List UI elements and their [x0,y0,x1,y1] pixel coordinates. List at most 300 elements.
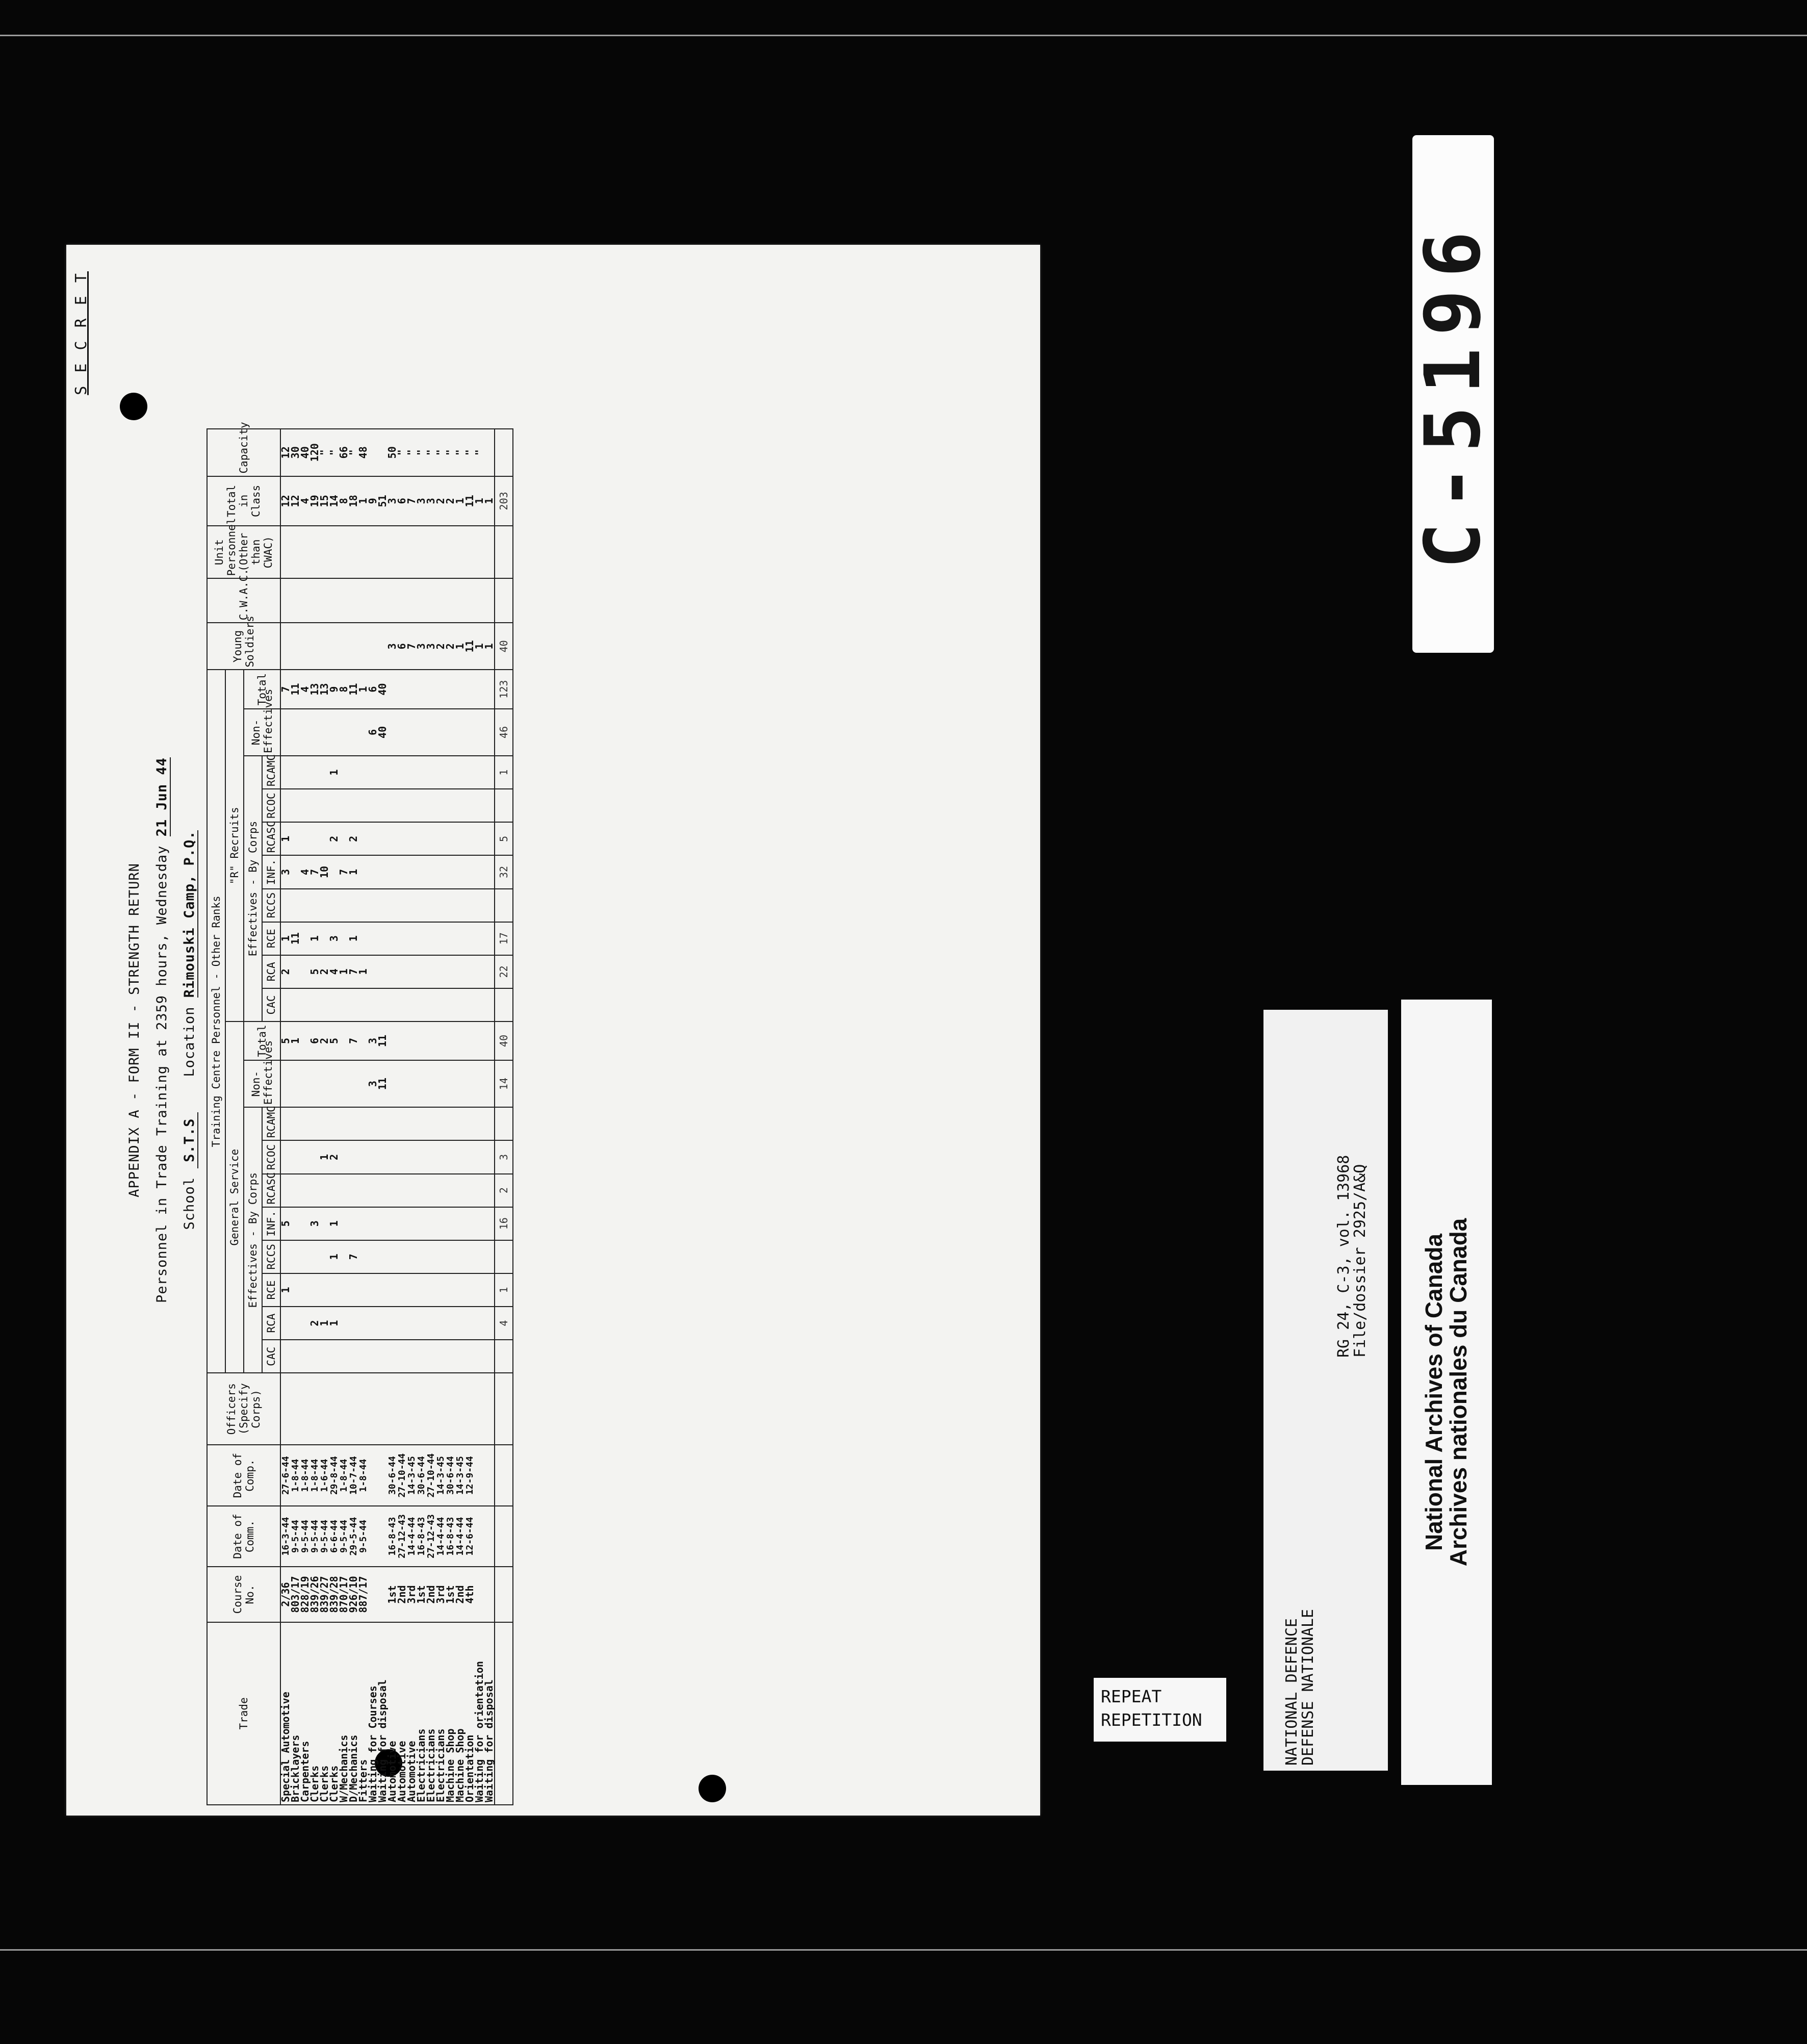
officers-cell [349,1373,358,1445]
r-non-effectives-cell [455,709,465,756]
r-corps-cell [378,889,388,922]
unit-personnel-cell [291,526,300,578]
unit-personnel-cell [388,526,397,578]
r-corps-cell [310,789,320,822]
r-corps-cell [388,922,397,955]
gs-non-effectives-cell [339,1060,349,1107]
young-soldiers-cell [329,623,339,670]
capacity-cell: 50 [388,429,397,476]
archives-label [1401,1000,1492,1785]
gs-corps-cell [475,1207,484,1240]
r-corps-cell [388,988,397,1021]
gs-corps-cell [358,1207,368,1240]
unit-personnel-cell [455,526,465,578]
gs-corps-cell [280,1340,291,1373]
gs-corps-cell [484,1307,495,1340]
trade-cell: Waiting for orientation [475,1622,484,1805]
capacity-cell: " [329,429,339,476]
gs-total-cell: 2 [320,1021,329,1060]
gs-corps-cell: 1 [329,1207,339,1240]
r-corps-cell [291,889,300,922]
gs-corps-cell [475,1140,484,1173]
officers-cell [339,1373,349,1445]
gs-corps-cell [378,1340,388,1373]
gs-corps-cell [417,1207,426,1240]
r-corps-cell: 1 [349,922,358,955]
total-in-class-cell: 19 [310,476,320,526]
r-corps-cell [475,822,484,855]
total-in-class-header: Total in Class [207,476,280,526]
young-soldiers-cell [300,623,310,670]
gs-corps-cell [291,1340,300,1373]
r-corps-cell: 1 [280,922,291,955]
total-in-class-cell: 9 [368,476,378,526]
r-corps-cell [407,889,417,922]
r-corps-cell [446,855,455,888]
officers-cell [320,1373,329,1445]
repeat-text: REPEAT [1101,1687,1162,1706]
r-corps-cell [397,889,407,922]
young-soldiers-cell: 3 [417,623,426,670]
gs-corps-cell [426,1307,436,1340]
gs-corps-cell [329,1273,339,1307]
r-corps-cell: 2 [349,822,358,855]
gs-corps-cell [349,1207,358,1240]
gs-corps-cell [358,1174,368,1207]
gs-total-cell: 3 [368,1021,378,1060]
r-corps-cell: 5 [310,955,320,988]
gs-corps-cell [280,1140,291,1173]
r-corps-cell [310,756,320,789]
date-comp-cell [378,1445,388,1505]
gs-corps-cell [349,1273,358,1307]
table-row [484,429,495,1805]
capacity-cell: 120 [310,429,320,476]
gs-corps-cell [455,1340,465,1373]
gs-corps-cell [397,1207,407,1240]
total-in-class-cell: 1 [475,476,484,526]
gs-corps-cell: 1 [320,1140,329,1173]
date-comm-cell: 14-4-44 [436,1506,446,1567]
r-corps-cell [484,822,495,855]
gs-corps-cell [349,1140,358,1173]
ref-record-group: RG 24, C-3, vol. 13968 [1335,1155,1353,1358]
r-corps-cell [368,789,378,822]
capacity-cell: " [465,429,475,476]
gs-corps-total-cell: 16 [495,1207,513,1240]
r-corps-cell [484,922,495,955]
trade-cell: Bricklayers [291,1622,300,1805]
r-non-effectives-cell [329,709,339,756]
r-non-effectives-cell [280,709,291,756]
cwac-cell [320,578,329,623]
r-corps-cell [426,756,436,789]
gs-corps-cell [397,1273,407,1307]
date-comm-cell: 27-12-43 [426,1506,436,1567]
r-total-cell [475,670,484,708]
date-comp-cell: 27-6-44 [280,1445,291,1505]
trade-cell: Waiting for Courses [368,1622,378,1805]
gs-corps-cell [407,1140,417,1173]
gs-non-effectives-cell [465,1060,475,1107]
young-soldiers-cell: 6 [397,623,407,670]
gs-corps-header-rcoc: RCOC [262,1140,280,1173]
gs-corps-cell [417,1340,426,1373]
course-no-cell: 1st [417,1567,426,1622]
r-corps-cell [465,889,475,922]
r-corps-cell [368,822,378,855]
total-in-class-cell: 7 [407,476,417,526]
gs-corps-cell [388,1340,397,1373]
capacity-cell: 12 [280,429,291,476]
gs-corps-cell [300,1140,310,1173]
officers-cell [484,1373,495,1445]
young-soldiers-cell [320,623,329,670]
r-corps-cell [407,855,417,888]
cwac-cell [291,578,300,623]
r-corps-cell [465,855,475,888]
gs-corps-cell [280,1307,291,1340]
date-comp-cell: 1-8-44 [310,1445,320,1505]
total-in-class-cell: 14 [329,476,339,526]
unit-personnel-cell [436,526,446,578]
total-in-class-total-cell: 203 [495,476,513,526]
officers-cell [397,1373,407,1445]
r-recruits-header: "R" Recruits [225,670,244,1021]
gs-corps-cell [368,1174,378,1207]
gs-non-effectives-cell [455,1060,465,1107]
gs-corps-cell [455,1273,465,1307]
r-corps-cell [465,822,475,855]
gs-corps-cell [329,1107,339,1140]
gs-corps-cell [465,1207,475,1240]
gs-corps-cell [397,1307,407,1340]
gs-corps-cell [378,1307,388,1340]
r-total-cell: 11 [349,670,358,708]
gs-total-cell: 5 [280,1021,291,1060]
cwac-cell [310,578,320,623]
gs-corps-cell [446,1340,455,1373]
r-corps-cell: 1 [280,822,291,855]
gs-total-cell [446,1021,455,1060]
gs-corps-cell [475,1273,484,1307]
gs-total-cell: 6 [310,1021,320,1060]
r-corps-cell [475,855,484,888]
r-corps-cell [455,889,465,922]
gs-corps-cell [426,1107,436,1140]
date-comm-cell [484,1506,495,1567]
gs-corps-total-cell [495,1340,513,1373]
young-soldiers-cell [291,623,300,670]
r-corps-cell [378,822,388,855]
gs-corps-cell [436,1207,446,1240]
r-corps-cell [329,988,339,1021]
r-corps-cell: 1 [358,955,368,988]
gs-corps-cell [407,1340,417,1373]
date-comp-cell: 14-3-45 [407,1445,417,1505]
strength-table [206,422,513,1805]
r-non-effectives-cell [388,709,397,756]
r-corps-cell [388,822,397,855]
officers-cell [358,1373,368,1445]
gs-corps-cell [436,1307,446,1340]
gs-corps-cell [339,1207,349,1240]
r-corps-cell [426,855,436,888]
total-in-class-cell: 11 [465,476,475,526]
r-corps-cell: 1 [339,955,349,988]
r-corps-cell: 3 [280,855,291,888]
officers-cell [465,1373,475,1445]
r-corps-total-cell [495,889,513,922]
gs-corps-cell [426,1140,436,1173]
r-corps-cell [475,789,484,822]
gs-corps-cell [339,1174,349,1207]
gs-corps-cell [426,1340,436,1373]
gs-corps-cell [455,1140,465,1173]
gs-corps-cell [358,1140,368,1173]
ref-defense-nationale: DEFENSE NATIONALE [1299,1608,1317,1766]
r-corps-cell [436,756,446,789]
gs-corps-cell [455,1174,465,1207]
gs-total-cell [388,1021,397,1060]
gs-corps-cell [426,1207,436,1240]
gs-corps-cell [349,1307,358,1340]
r-corps-cell [436,855,446,888]
r-corps-cell [368,955,378,988]
gs-corps-cell [388,1107,397,1140]
r-corps-cell [465,955,475,988]
location-value: Rimouski Camp, P.Q. [182,830,197,998]
gs-corps-cell [436,1174,446,1207]
gs-corps-header-rccs: RCCS [262,1240,280,1273]
r-corps-cell [397,855,407,888]
cwac-cell [484,578,495,623]
cwac-cell [300,578,310,623]
r-corps-header-rce: RCE [262,922,280,955]
unit-personnel-cell [426,526,436,578]
r-corps-cell [358,789,368,822]
date-comm-cell: 14-4-44 [407,1506,417,1567]
r-corps-cell [455,789,465,822]
gs-corps-cell [407,1307,417,1340]
film-edge-bottom [0,1949,1807,1951]
r-corps-header-cac: CAC [262,988,280,1021]
officers-cell [426,1373,436,1445]
gs-corps-cell [388,1140,397,1173]
r-corps-cell [397,789,407,822]
date-comp-cell: 1-8-44 [300,1445,310,1505]
gs-corps-cell [368,1240,378,1273]
r-corps-cell [310,889,320,922]
capacity-cell: 40 [300,429,310,476]
r-total-cell [446,670,455,708]
r-corps-cell [436,789,446,822]
gs-corps-cell [349,1174,358,1207]
capacity-cell: " [349,429,358,476]
r-total-cell: 8 [339,670,349,708]
date-comp-cell: 1-6-44 [320,1445,329,1505]
date-comp-cell [484,1445,495,1505]
gs-corps-cell [339,1340,349,1373]
date-comp-header: Date of Comp. [207,1445,280,1505]
total-in-class-cell: 18 [349,476,358,526]
school-value: S.T.S [182,1112,198,1168]
gs-corps-cell [407,1107,417,1140]
unit-personnel-total-cell [495,526,513,578]
officers-cell [388,1373,397,1445]
gs-corps-cell [388,1207,397,1240]
gs-corps-cell [417,1107,426,1140]
gs-corps-cell [417,1240,426,1273]
r-total-cell [417,670,426,708]
gs-non-effectives-cell [280,1060,291,1107]
r-total-cell: 6 [368,670,378,708]
officers-cell [310,1373,320,1445]
gs-non-effectives-cell: 11 [378,1060,388,1107]
trade-cell: D/Mechanics [349,1622,358,1805]
young-soldiers-cell: 11 [465,623,475,670]
r-non-effectives-cell [475,709,484,756]
date-comp-cell: 27-10-44 [426,1445,436,1505]
trade-cell: Automotive [407,1622,417,1805]
total-in-class-cell: 15 [320,476,329,526]
r-non-effectives-cell [407,709,417,756]
r-corps-cell [349,789,358,822]
gs-corps-cell [397,1174,407,1207]
gs-corps-total-cell: 1 [495,1273,513,1307]
gs-corps-cell [465,1307,475,1340]
gs-corps-header-rcamc: RCAMC [262,1107,280,1140]
course-no-cell [475,1567,484,1622]
unit-personnel-cell [358,526,368,578]
gs-non-effectives-cell [300,1060,310,1107]
r-corps-cell: 3 [329,922,339,955]
r-corps-cell: 1 [329,756,339,789]
date-comp-cell: 1-8-44 [339,1445,349,1505]
r-corps-cell [378,922,388,955]
r-corps-cell [417,756,426,789]
date-comm-cell: 9-5-44 [339,1506,349,1567]
r-total-cell [484,670,495,708]
gs-corps-cell: 1 [280,1273,291,1307]
r-corps-cell [280,789,291,822]
r-corps-cell: 4 [300,855,310,888]
r-corps-cell [291,789,300,822]
gs-total-cell: 7 [349,1021,358,1060]
r-corps-cell [426,822,436,855]
capacity-cell: " [417,429,426,476]
young-soldiers-header: Young Soldiers [207,623,280,670]
trade-cell: W/Mechanics [339,1622,349,1805]
officers-cell [368,1373,378,1445]
young-soldiers-cell [349,623,358,670]
r-corps-cell [417,855,426,888]
gs-corps-cell [446,1207,455,1240]
r-corps-cell [358,855,368,888]
date-comm-cell: 16-8-43 [446,1506,455,1567]
gs-total-cell [436,1021,446,1060]
r-corps-cell: 7 [310,855,320,888]
r-corps-cell [455,922,465,955]
date-comp-cell: 1-8-44 [358,1445,368,1505]
training-centre-header: Training Centre Personnel - Other Ranks [207,670,225,1373]
unit-personnel-cell [300,526,310,578]
r-corps-cell [475,988,484,1021]
r-corps-cell [368,988,378,1021]
totals-blank-cell [495,1567,513,1622]
r-total-cell: 7 [280,670,291,708]
r-total-cell [455,670,465,708]
gs-corps-cell [426,1273,436,1307]
ref-national-defence: NATIONAL DEFENCE [1283,1618,1301,1766]
gs-corps-cell [484,1207,495,1240]
gs-corps-cell [446,1107,455,1140]
r-corps-cell [417,988,426,1021]
date-comm-cell: 9-5-44 [310,1506,320,1567]
gs-total-cell [397,1021,407,1060]
r-corps-cell [465,789,475,822]
r-corps-cell [358,922,368,955]
r-corps-cell [378,855,388,888]
r-corps-header-rcasc: RCASC [262,822,280,855]
young-soldiers-cell: 2 [446,623,455,670]
course-no-cell: 2/36 [280,1567,291,1622]
young-soldiers-cell: 1 [475,623,484,670]
gs-corps-cell [475,1240,484,1273]
r-corps-header-rca: RCA [262,955,280,988]
r-corps-cell [291,756,300,789]
r-corps-cell [368,889,378,922]
r-corps-cell [436,988,446,1021]
date-comm-cell: 12-6-44 [465,1506,475,1567]
r-corps-cell [426,889,436,922]
trade-cell: Waiting for disposal [378,1622,388,1805]
date-comp-cell: 14-3-45 [455,1445,465,1505]
r-corps-cell [436,955,446,988]
gs-corps-cell [291,1240,300,1273]
r-corps-total-cell: 17 [495,922,513,955]
gs-non-effectives-cell [349,1060,358,1107]
r-corps-cell [455,822,465,855]
gs-corps-cell [397,1140,407,1173]
r-corps-cell [455,955,465,988]
r-corps-cell: 2 [280,955,291,988]
r-corps-cell [310,988,320,1021]
gs-non-effectives-cell [407,1060,417,1107]
gs-corps-header-rcasc: RCASC [262,1174,280,1207]
gs-total-cell: 11 [378,1021,388,1060]
capacity-cell: " [455,429,465,476]
r-corps-cell [378,955,388,988]
r-corps-cell [300,988,310,1021]
trade-cell: Clerks [310,1622,320,1805]
date-comm-cell: 9-5-44 [300,1506,310,1567]
gs-total-cell [465,1021,475,1060]
unit-personnel-cell [407,526,417,578]
officers-cell [436,1373,446,1445]
capacity-cell [484,429,495,476]
r-corps-cell [280,756,291,789]
gs-corps-cell [397,1240,407,1273]
gs-corps-cell [320,1174,329,1207]
r-corps-cell [484,855,495,888]
capacity-cell: 66 [339,429,349,476]
officers-cell [329,1373,339,1445]
gs-corps-total-cell [495,1240,513,1273]
date-comp-cell: 30-6-44 [417,1445,426,1505]
gs-corps-cell [455,1240,465,1273]
young-soldiers-cell [358,623,368,670]
